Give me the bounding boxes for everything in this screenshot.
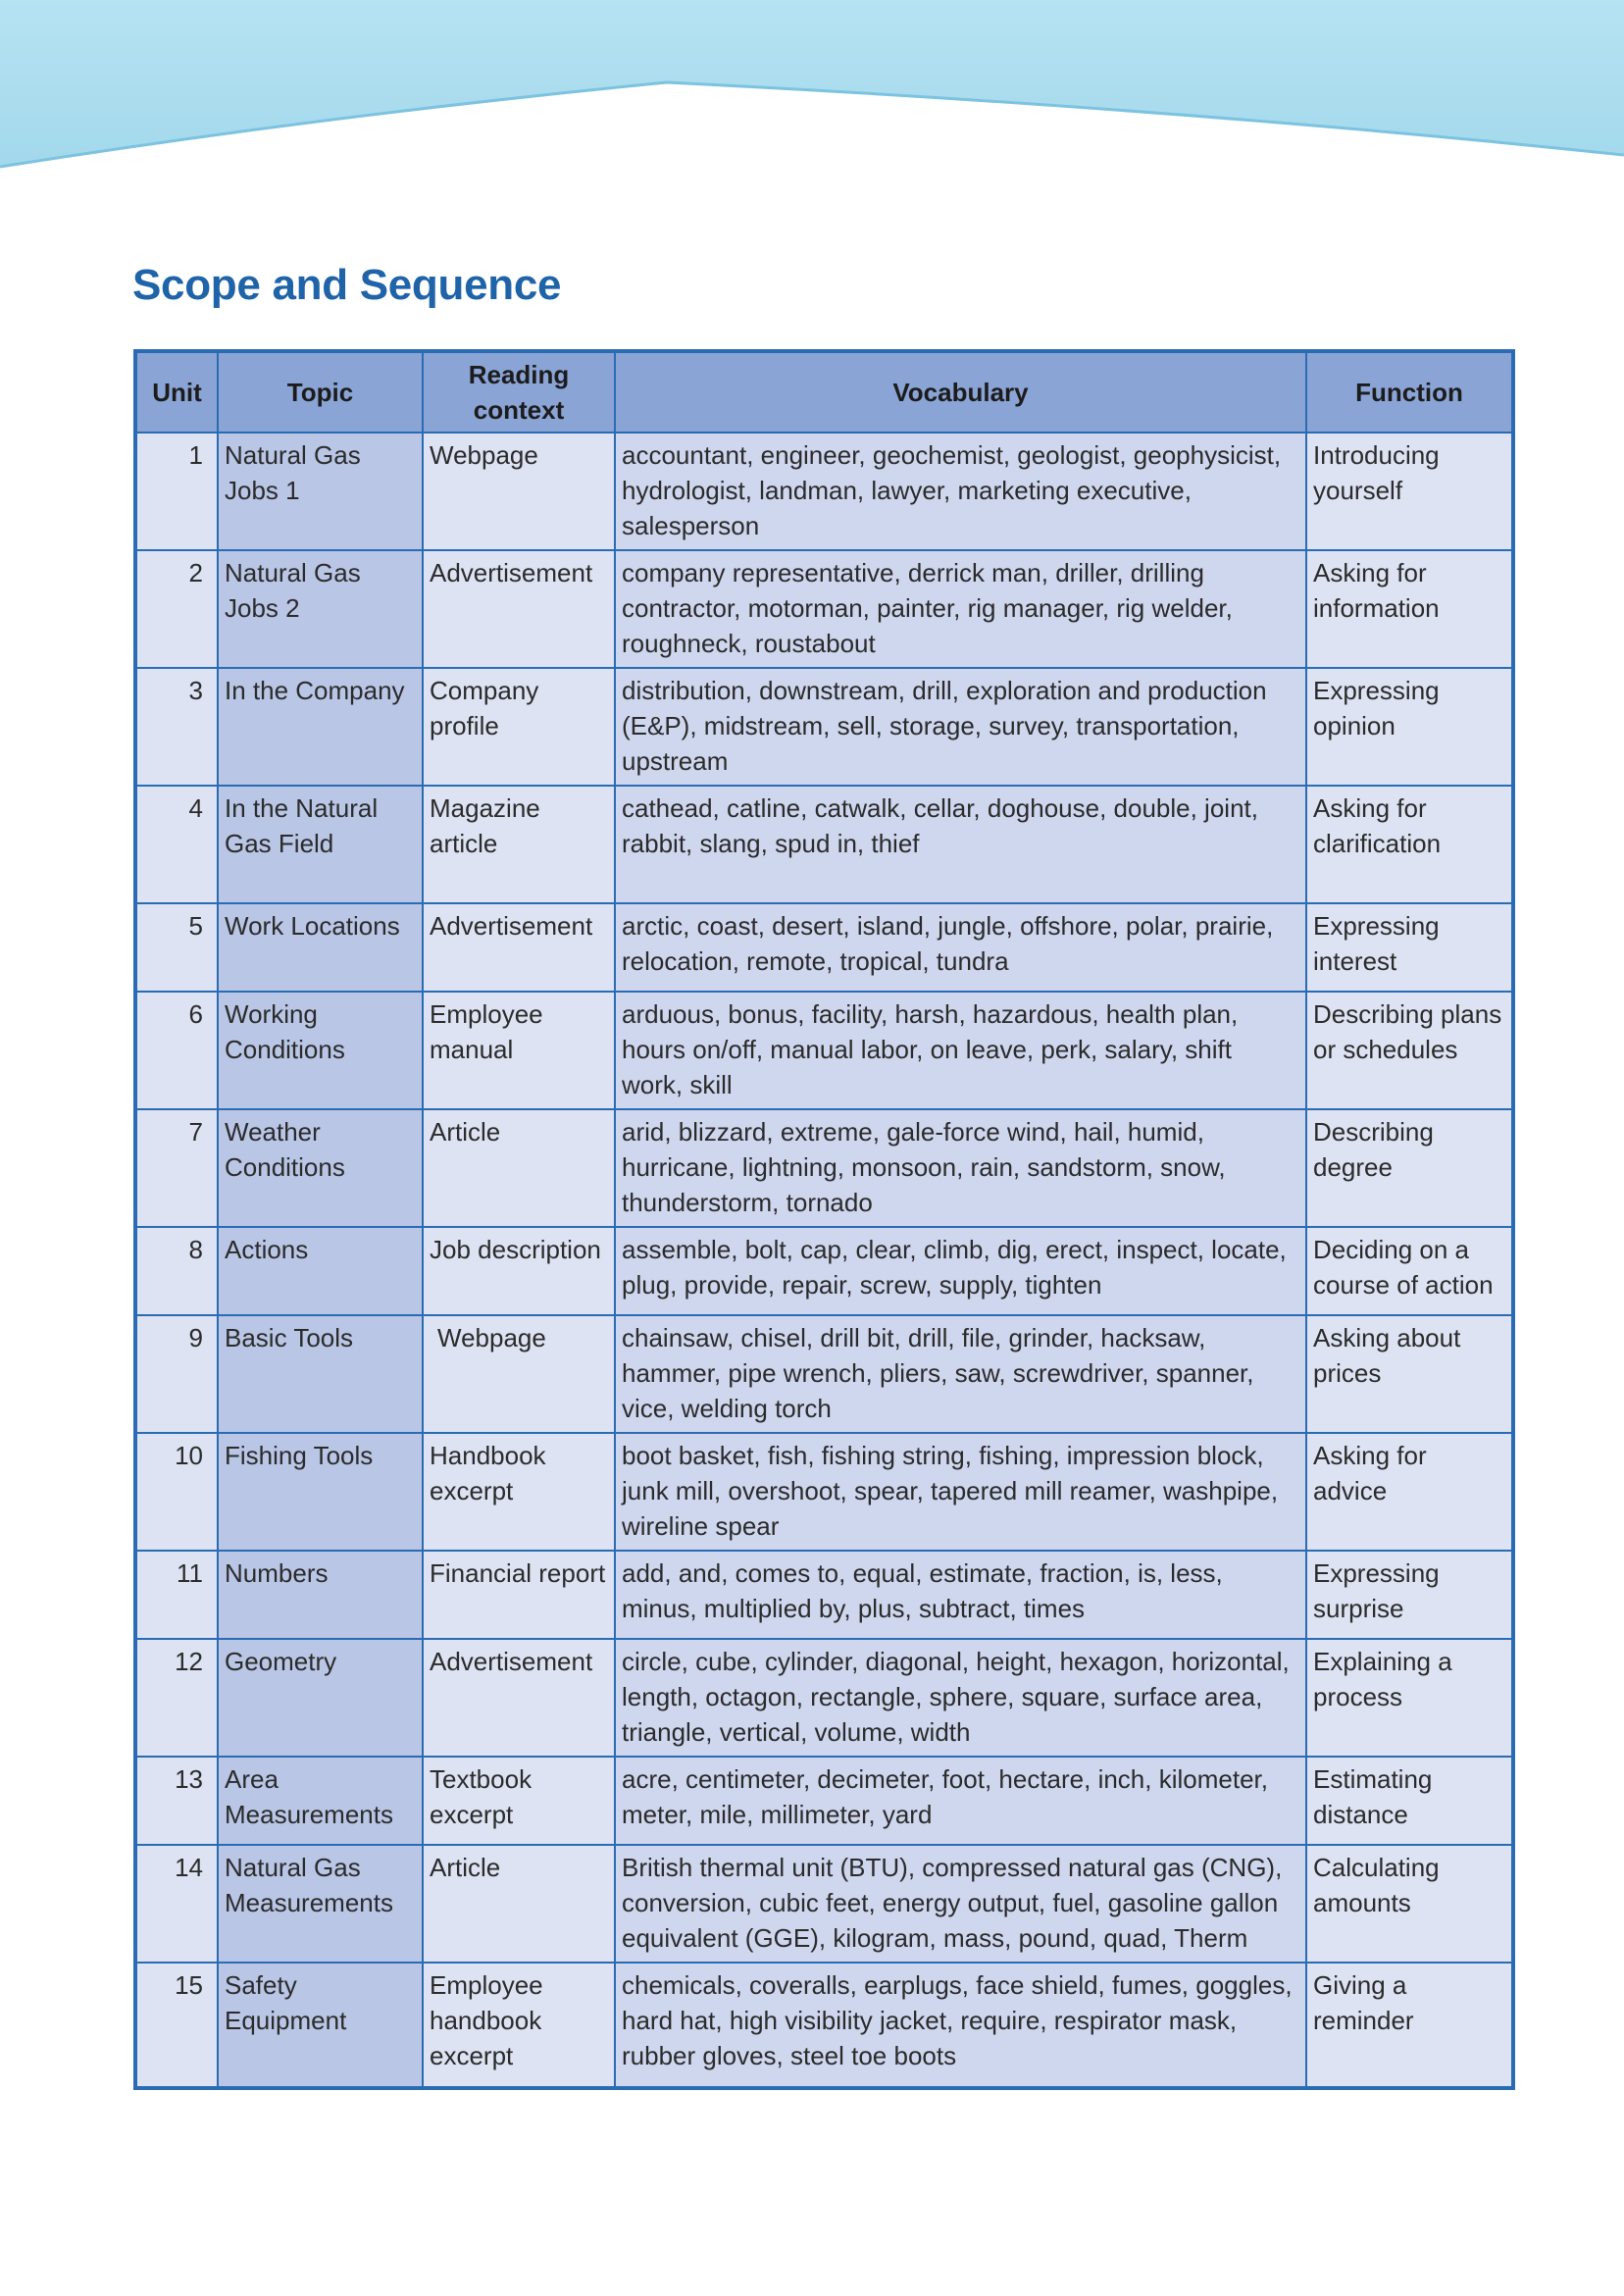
topic-cell: Working Conditions <box>218 992 423 1109</box>
context-cell: Advertisement <box>423 903 615 992</box>
unit-cell: 2 <box>135 550 218 668</box>
header-reading-context: Reading context <box>423 351 615 433</box>
table-row <box>135 786 1513 903</box>
vocabulary-cell: arid, blizzard, extreme, gale-force wind, hail, humid, hurricane, lightning, monsoon, rain, sandstorm, snow, thunderstorm, tornado <box>615 1109 1306 1227</box>
context-cell: Webpage <box>423 433 615 550</box>
header-topic: Topic <box>218 351 423 433</box>
vocabulary-cell: arctic, coast, desert, island, jungle, offshore, polar, prairie, relocation, remote, tropical, tundra <box>615 903 1306 992</box>
context-cell: Textbook excerpt <box>423 1757 615 1845</box>
context-cell: Magazine article <box>423 786 615 903</box>
unit-cell: 6 <box>135 992 218 1109</box>
topic-cell: Geometry <box>218 1639 423 1757</box>
table-row <box>135 1639 1513 1757</box>
vocabulary-cell: accountant, engineer, geochemist, geologist, geophysicist, hydrologist, landman, lawyer, marketing executive, salesperson <box>615 433 1306 550</box>
table-header-row <box>135 351 1513 433</box>
table-row <box>135 1227 1513 1315</box>
header-vocabulary: Vocabulary <box>615 351 1306 433</box>
header-function: Function <box>1306 351 1513 433</box>
vocabulary-cell: acre, centimeter, decimeter, foot, hectare, inch, kilometer, meter, mile, millimeter, yard <box>615 1757 1306 1845</box>
unit-cell: 1 <box>135 433 218 550</box>
vocabulary-cell: distribution, downstream, drill, exploration and production (E&P), midstream, sell, storage, survey, transportation, upstream <box>615 668 1306 786</box>
table-row <box>135 433 1513 550</box>
function-cell: Expressing interest <box>1306 903 1513 992</box>
function-cell: Asking for clarification <box>1306 786 1513 903</box>
vocabulary-cell: chainsaw, chisel, drill bit, drill, file, grinder, hacksaw, hammer, pipe wrench, pliers, saw, screwdriver, spanner, vice, welding torch <box>615 1315 1306 1433</box>
function-cell: Describing degree <box>1306 1109 1513 1227</box>
vocabulary-cell: British thermal unit (BTU), compressed natural gas (CNG), conversion, cubic feet, energy output, fuel, gasoline gallon equivalent (GGE), kilogram, mass, pound, quad, Therm <box>615 1845 1306 1963</box>
topic-cell: Safety Equipment <box>218 1963 423 2088</box>
context-cell: Job description <box>423 1227 615 1315</box>
context-cell: Employee manual <box>423 992 615 1109</box>
topic-cell: Weather Conditions <box>218 1109 423 1227</box>
function-cell: Describing plans or schedules <box>1306 992 1513 1109</box>
function-cell: Deciding on a course of action <box>1306 1227 1513 1315</box>
unit-cell: 3 <box>135 668 218 786</box>
topic-cell: Numbers <box>218 1551 423 1639</box>
topic-cell: Actions <box>218 1227 423 1315</box>
context-cell: Webpage <box>423 1315 615 1433</box>
table-row <box>135 1551 1513 1639</box>
context-cell: Employee handbook excerpt <box>423 1963 615 2088</box>
topic-cell: In the Natural Gas Field <box>218 786 423 903</box>
topic-cell: Natural Gas Measurements <box>218 1845 423 1963</box>
vocabulary-cell: cathead, catline, catwalk, cellar, doghouse, double, joint, rabbit, slang, spud in, thief <box>615 786 1306 903</box>
table-row <box>135 1433 1513 1551</box>
function-cell: Calculating amounts <box>1306 1845 1513 1963</box>
unit-cell: 10 <box>135 1433 218 1551</box>
topic-cell: Fishing Tools <box>218 1433 423 1551</box>
header-unit: Unit <box>135 351 218 433</box>
scope-table-container <box>133 349 1511 2090</box>
function-cell: Asking about prices <box>1306 1315 1513 1433</box>
unit-cell: 11 <box>135 1551 218 1639</box>
function-cell: Giving a reminder <box>1306 1963 1513 2088</box>
table-row <box>135 668 1513 786</box>
unit-cell: 4 <box>135 786 218 903</box>
unit-cell: 12 <box>135 1639 218 1757</box>
header-banner <box>0 0 1624 177</box>
table-row <box>135 1845 1513 1963</box>
vocabulary-cell: boot basket, fish, fishing string, fishing, impression block, junk mill, overshoot, spear, tapered mill reamer, washpipe, wireline spear <box>615 1433 1306 1551</box>
page-title: Scope and Sequence <box>132 261 562 309</box>
context-cell: Article <box>423 1109 615 1227</box>
context-cell: Advertisement <box>423 1639 615 1757</box>
context-cell: Advertisement <box>423 550 615 668</box>
topic-cell: Work Locations <box>218 903 423 992</box>
unit-cell: 9 <box>135 1315 218 1433</box>
unit-cell: 5 <box>135 903 218 992</box>
table-row <box>135 1315 1513 1433</box>
vocabulary-cell: add, and, comes to, equal, estimate, fraction, is, less, minus, multiplied by, plus, subtract, times <box>615 1551 1306 1639</box>
vocabulary-cell: company representative, derrick man, driller, drilling contractor, motorman, painter, rig manager, rig welder, roughneck, roustabout <box>615 550 1306 668</box>
table-row <box>135 992 1513 1109</box>
topic-cell: Natural Gas Jobs 1 <box>218 433 423 550</box>
table-row <box>135 1963 1513 2088</box>
unit-cell: 8 <box>135 1227 218 1315</box>
unit-cell: 7 <box>135 1109 218 1227</box>
function-cell: Introducing yourself <box>1306 433 1513 550</box>
table-row <box>135 1109 1513 1227</box>
context-cell: Article <box>423 1845 615 1963</box>
topic-cell: In the Company <box>218 668 423 786</box>
unit-cell: 14 <box>135 1845 218 1963</box>
function-cell: Explaining a process <box>1306 1639 1513 1757</box>
function-cell: Estimating distance <box>1306 1757 1513 1845</box>
context-cell: Financial report <box>423 1551 615 1639</box>
unit-cell: 13 <box>135 1757 218 1845</box>
table-row <box>135 1757 1513 1845</box>
vocabulary-cell: circle, cube, cylinder, diagonal, height, hexagon, horizontal, length, octagon, rectangle, sphere, square, surface area, triangle, vertical, volume, width <box>615 1639 1306 1757</box>
vocabulary-cell: assemble, bolt, cap, clear, climb, dig, erect, inspect, locate, plug, provide, repair, screw, supply, tighten <box>615 1227 1306 1315</box>
function-cell: Expressing surprise <box>1306 1551 1513 1639</box>
vocabulary-cell: chemicals, coveralls, earplugs, face shield, fumes, goggles, hard hat, high visibility jacket, require, respirator mask, rubber gloves, steel toe boots <box>615 1963 1306 2088</box>
table-row <box>135 903 1513 992</box>
function-cell: Asking for advice <box>1306 1433 1513 1551</box>
topic-cell: Area Measurements <box>218 1757 423 1845</box>
context-cell: Company profile <box>423 668 615 786</box>
table-row <box>135 550 1513 668</box>
topic-cell: Basic Tools <box>218 1315 423 1433</box>
function-cell: Expressing opinion <box>1306 668 1513 786</box>
vocabulary-cell: arduous, bonus, facility, harsh, hazardous, health plan, hours on/off, manual labor, on leave, perk, salary, shift work, skill <box>615 992 1306 1109</box>
topic-cell: Natural Gas Jobs 2 <box>218 550 423 668</box>
function-cell: Asking for information <box>1306 550 1513 668</box>
scope-table <box>133 349 1515 2090</box>
unit-cell: 15 <box>135 1963 218 2088</box>
context-cell: Handbook excerpt <box>423 1433 615 1551</box>
